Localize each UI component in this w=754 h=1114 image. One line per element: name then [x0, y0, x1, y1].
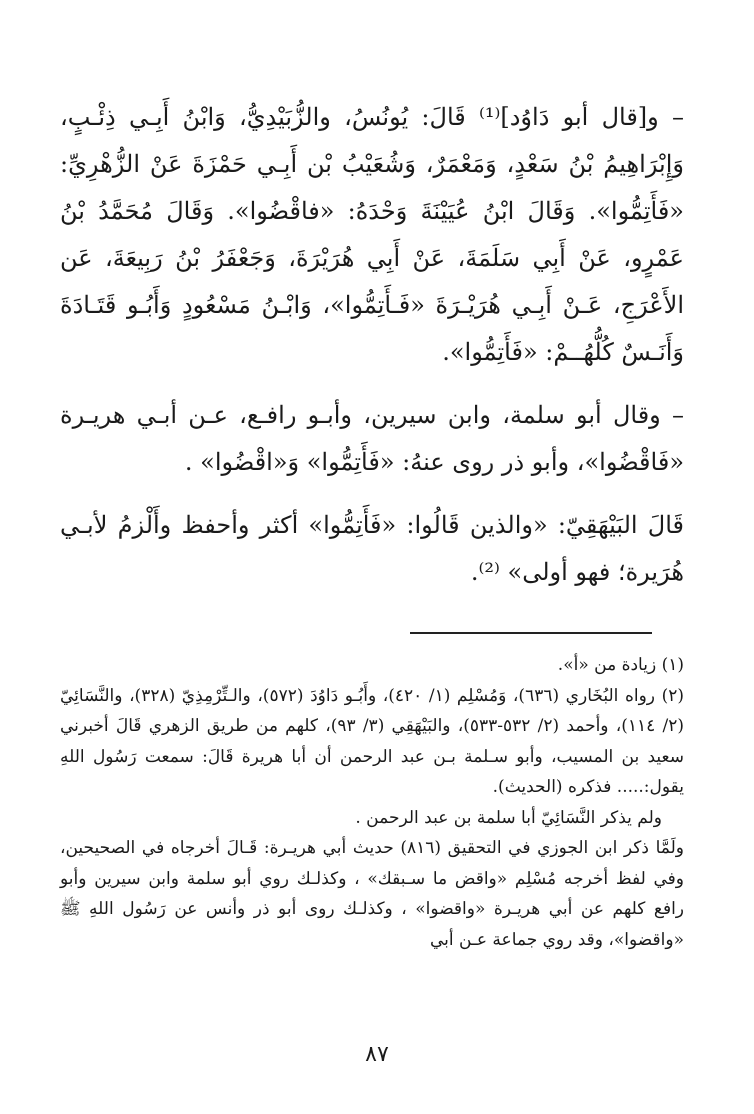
paragraph-bayhaqi-quote: قَالَ البَيْهَقِيّ: «والذين قَالُوا: «فَأَتِمُّوا» أكثر وأحفظ وأَلْزمُ لأبـي هُرَيرة؛ فهو أولى» ⁽²⁾. [60, 511, 684, 586]
footnote-2-continuation: ولم يذكر النَّسَائِيّ أبا سلمة بن عبد الرحمن . [355, 807, 662, 828]
footnote-1: (١) زيادة من «أ». [557, 655, 684, 675]
paragraph-hadith-narrators: – و[قال أبو دَاوُد]⁽¹⁾ قَالَ: يُونُسُ، والزُّبَيْدِيُّ، وَابْنُ أَبِـي ذِئْـبٍ، وَإِبْرَاهِيمُ بْنُ سَعْدٍ، وَمَعْمَرٌ، وَشُعَيْبُ بْن أَبِـي حَمْزَةَ عَنْ الزُّهْرِيِّ: «فَأَتِمُّوا». وَقَالَ ابْنُ عُيَيْنَةَ وَحْدَهُ: «فاقْضُوا». وَقَالَ مُحَمَّدُ بْنُ عَمْرٍو، عَنْ أَبِي سَلَمَةَ، عَنْ أَبِي هُرَيْرَةَ، وَجَعْفَرُ بْنُ رَبِيعَةَ، عَن الأَعْرَجِ، عَـنْ أَبِـي هُرَيْـرَةَ «فَـأَتِمُّوا»، وَابْـنُ مَسْعُودٍ وَأَبُـو قَتَـادَةَ وَأَنَـسٌ كُلُّهُــمْ: «فَأَتِمُّوا». [60, 103, 684, 366]
main-text [60, 94, 684, 596]
footnote-2: (٢) رواه البُخَاري (٦٣٦)، وَمُسْلِم (١/ ٤٢٠)، وأَبُـو دَاوُدَ (٥٧٢)، والـتِّرْمِذِيّ (٣٢٨)، والنَّسَائِيّ (٢/ ١١٤)، وأحمد (٢/ ٥٣٢-٥٣٣)، والبَيْهَقِي (٣/ ٩٣)، كلهم من طريق الزهري قَالَ أخبرني سعيد بن المسيب، وأبو سـلمة بـن عبد الرحمن أن أبا هريرة قَالَ: سمعت رَسُول اللهِ يقول:..... فذكره (الحديث). [60, 685, 685, 797]
footnotes [60, 650, 684, 955]
paragraph-abu-salama: – وقال أبو سلمة، وابن سيرين، وأبـو رافـع، عـن أبـي هريـرة «فَاقْضُوا»، وأبو ذر روى عنهُ: «فَأَتِمُّوا» وَ«اقْضُوا» . [60, 401, 684, 476]
page-number: ٨٧ [365, 1042, 389, 1067]
footnote-divider [410, 632, 652, 634]
footnote-2-ibn-jawzi: ولَمَّا ذكر ابن الجوزي في التحقيق (٨١٦) حديث أبي هريـرة: قَـالَ أخرجاه في الصحيحين، وفي لفظ أخرجه مُسْلِم «واقض ما سـبقك» ، وكذلـك روي أبو سلمة وابن سيرين وأبو رافع كلهم عن أبي هريـرة «واقضوا» ، وكذلـك روى أبو ذر وأنس عن رَسُول اللهِ ﷺ «واقضوا»، وقد روي جماعة عـن أبي [60, 838, 684, 950]
